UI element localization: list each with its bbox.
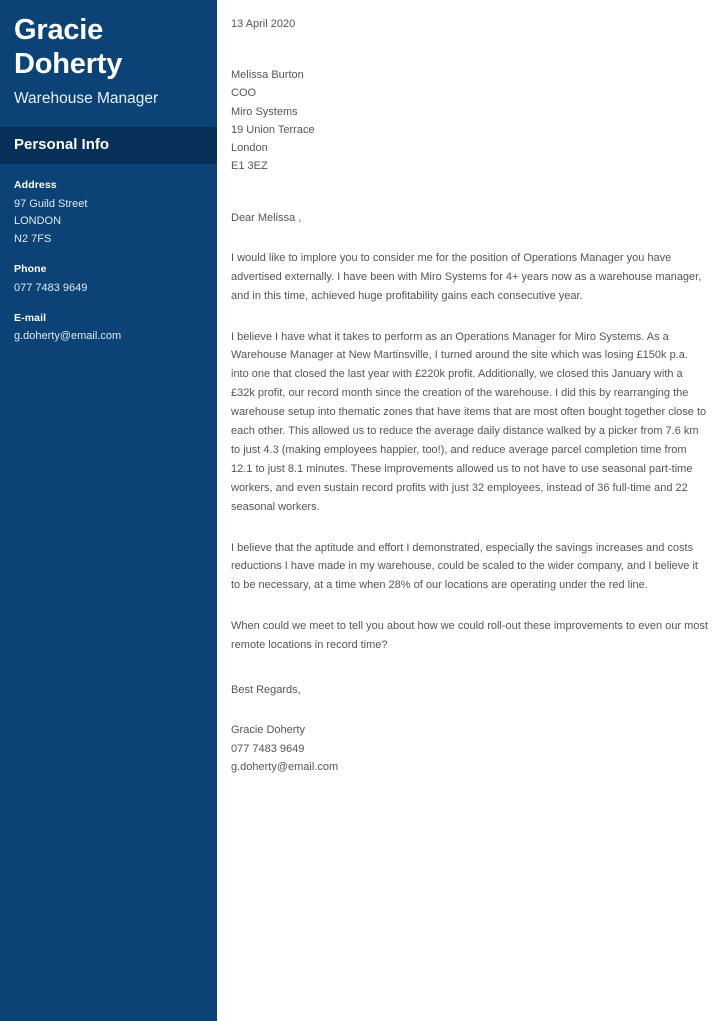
recipient-street: 19 Union Terrace (231, 123, 315, 136)
candidate-last-name: Doherty (14, 47, 123, 80)
address-line-3: N2 7FS (14, 233, 52, 246)
signature-name: Gracie Doherty (231, 724, 305, 737)
recipient-postcode: E1 3EZ (231, 160, 268, 173)
address-group (14, 178, 203, 249)
recipient-city: London (231, 142, 268, 155)
letter-date: 13 April 2020 (231, 18, 296, 30)
address-line-2: LONDON (14, 215, 62, 228)
email-value: g.doherty@email.com (14, 330, 122, 343)
candidate-job-title: Warehouse Manager (14, 90, 159, 108)
signature-phone: 077 7483 9649 (231, 742, 305, 755)
letter-body (217, 0, 722, 1021)
candidate-name (14, 14, 203, 81)
recipient-block (231, 66, 708, 176)
sidebar (0, 0, 217, 1021)
recipient-name: Melissa Burton (231, 69, 304, 82)
phone-value: 077 7483 9649 (14, 281, 88, 294)
address-line-1: 97 Guild Street (14, 197, 88, 210)
candidate-first-name: Gracie (14, 14, 104, 46)
recipient-company: Miro Systems (231, 105, 298, 118)
email-label: E-mail (14, 311, 47, 324)
email-group (14, 311, 203, 347)
personal-info-content (0, 164, 217, 346)
personal-info-band (0, 127, 217, 164)
personal-info-heading: Personal Info (14, 135, 110, 153)
phone-label: Phone (14, 263, 47, 276)
address-label: Address (14, 178, 57, 191)
letter-paragraph-1: I would like to implore you to consider me for the position of Operations Manager you have advertised externally. I have been with Miro Systems for 4+ years now as a warehouse manager, and in this time, achieved huge profitability gains each consecutive year. (231, 251, 702, 302)
recipient-title: COO (231, 87, 257, 100)
sidebar-header (0, 0, 217, 109)
letter-paragraph-3: I believe that the aptitude and effort I demonstrated, especially the savings increases and costs reductions I have made in my warehouse, could be scaled to the wider company, and I believe it to be necessary, at a time when 28% of our locations are operating under the red line. (231, 541, 698, 592)
closing-salutation: Best Regards, (231, 684, 301, 697)
signature-block (231, 721, 708, 776)
letter-paragraph-4: When could we meet to tell you about how we could roll-out these improvements to even our most remote locations in record time? (231, 620, 708, 652)
phone-group (14, 262, 203, 298)
signature-email: g.doherty@email.com (231, 760, 339, 773)
salutation: Dear Melissa , (231, 211, 302, 224)
letter-paragraph-2: I believe I have what it takes to perform as an Operations Manager for Miro Systems. As a Warehouse Manager at New Martinsville, I turned around the site which was losing £150k p.a. into one that closed the last year with £220k profit. Additionally, we closed this January with a £32k profit, our record month since the creation of the warehouse. I did this by rearranging the warehouse setup into thematic zones that have items that are most often bought together close to each other. This allowed us to reduce the average daily distance walked by a picker from 7.6 km to just 4.3 (making employees happier, too!), and reduce average parcel completion time from 12.1 to just 8.1 minutes. These improvements allowed us to not have to use seasonal part-time workers, and even sustain record profits with just 32 employees, instead of 36 full-time and 22 seasonal workers. (231, 330, 707, 513)
